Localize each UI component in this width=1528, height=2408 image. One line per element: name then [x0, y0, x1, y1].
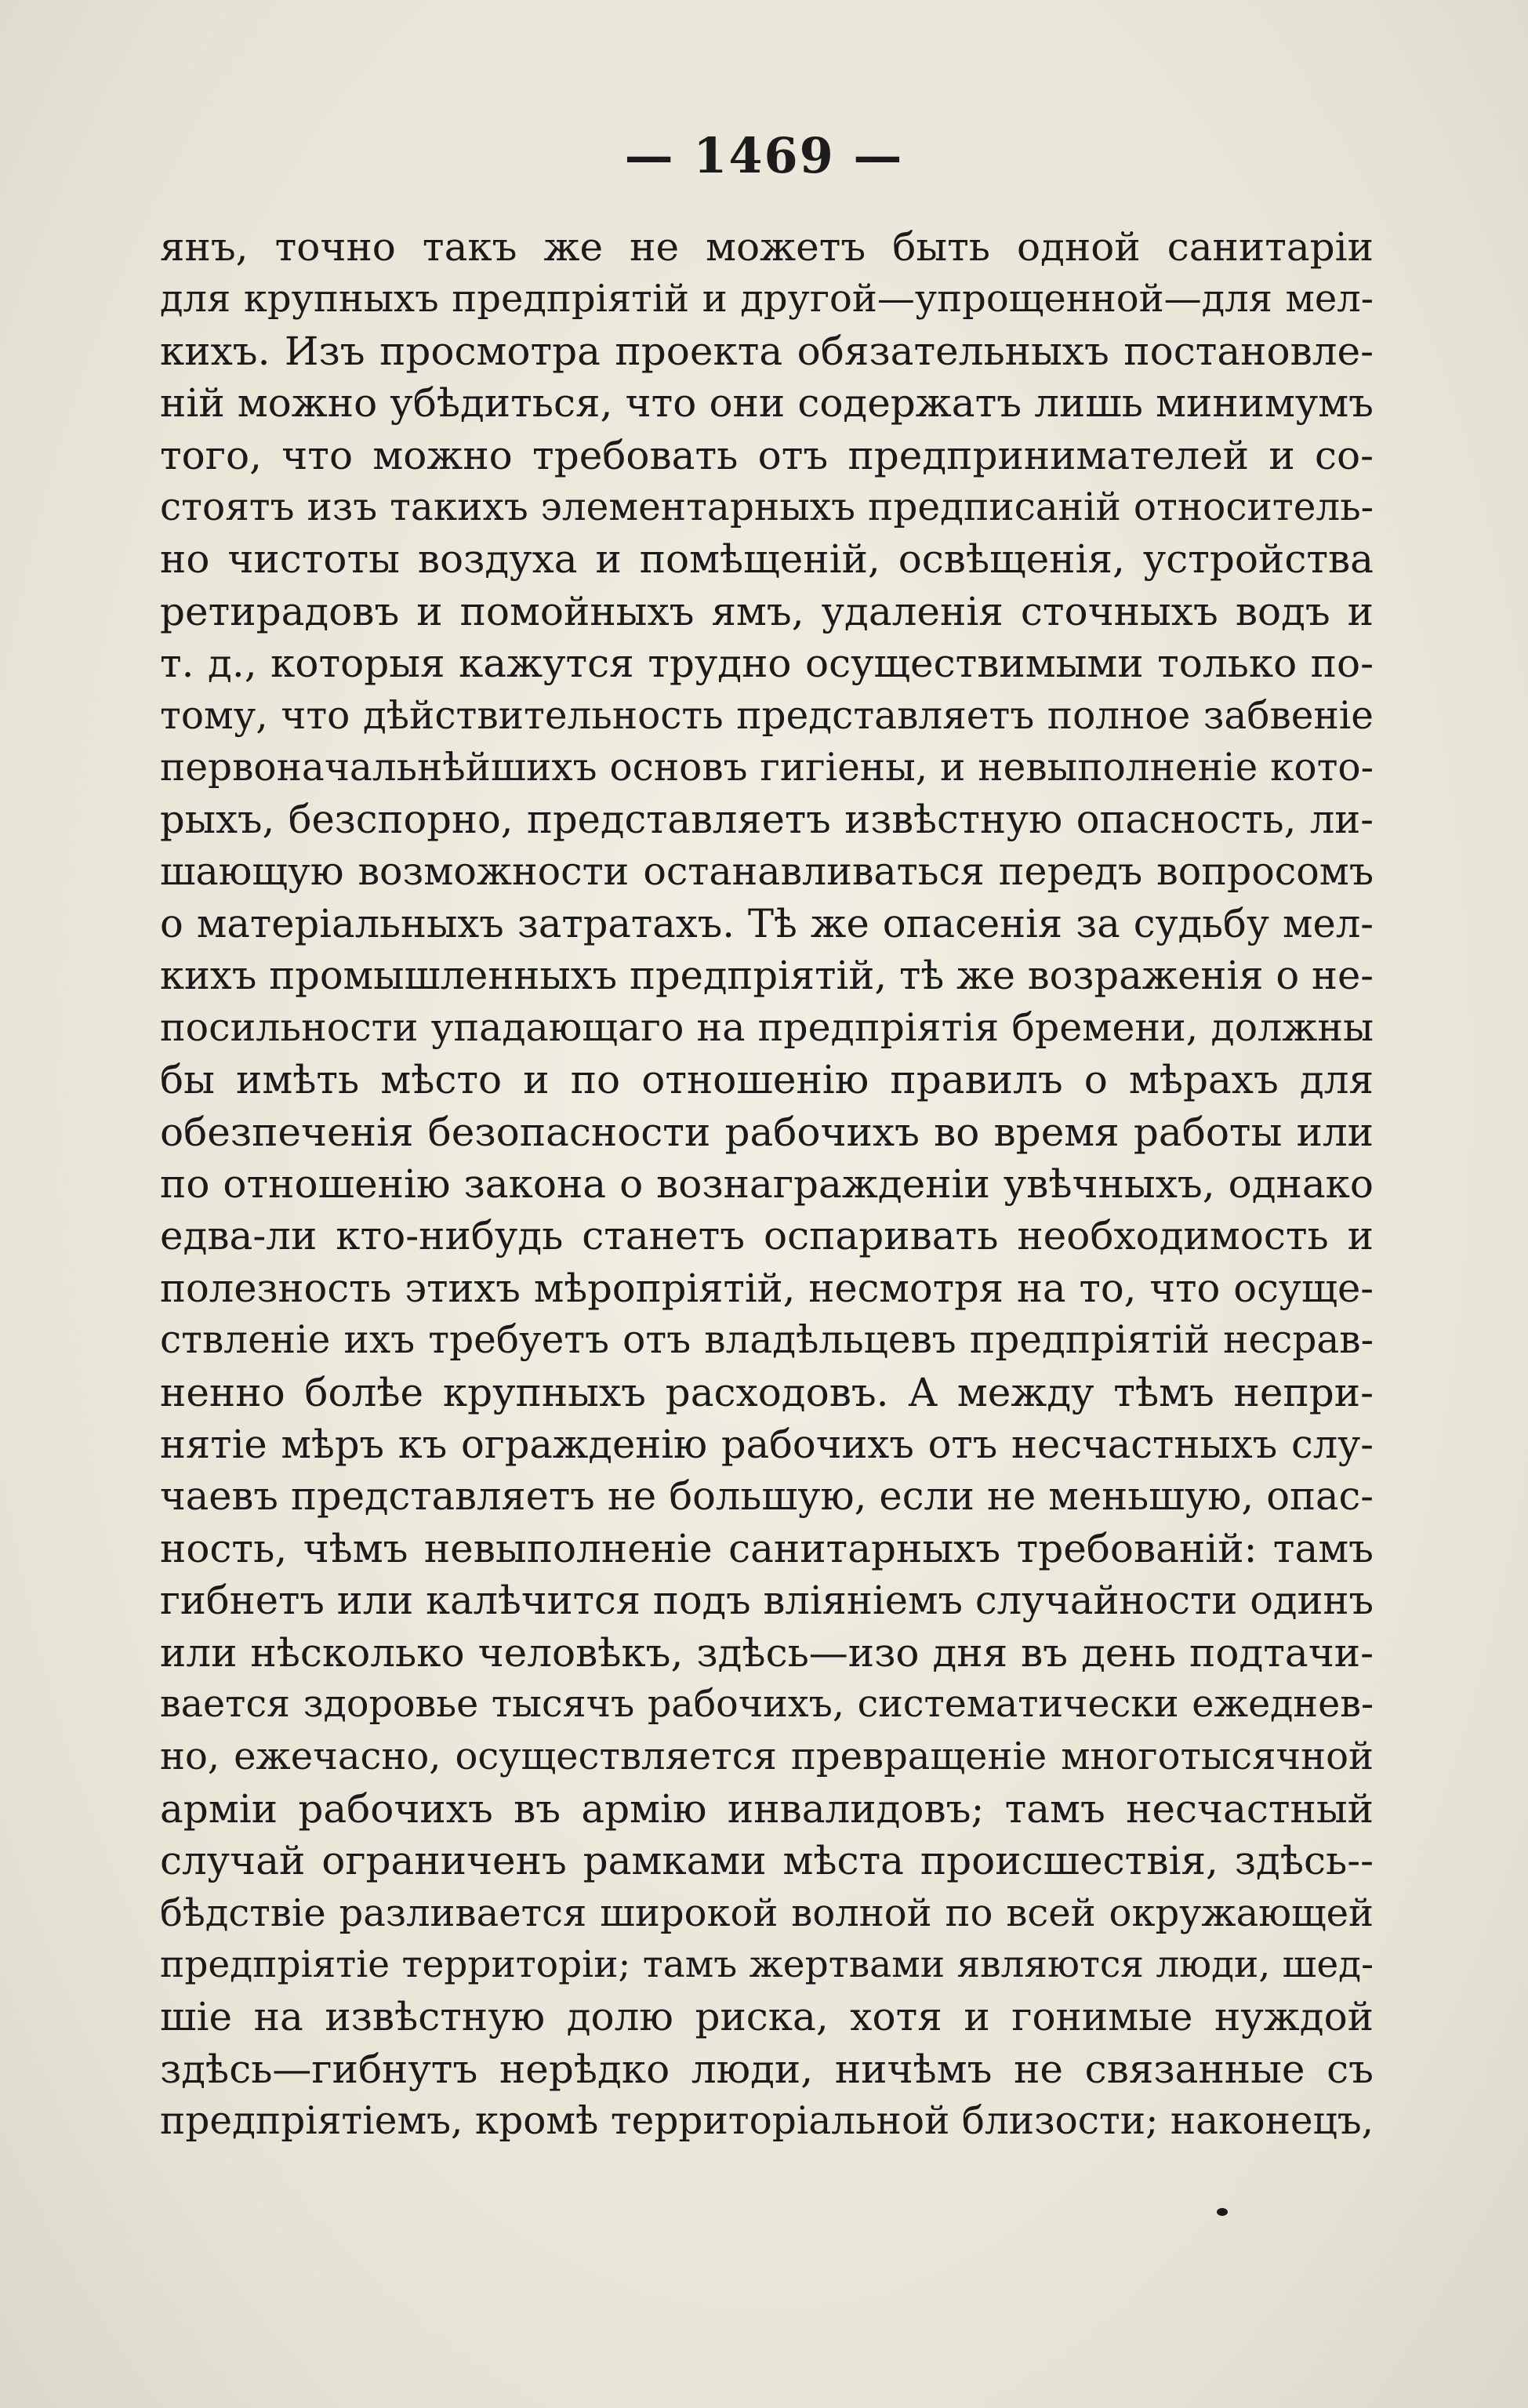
text-line: ность, чѣмъ невыполненіе санитарныхъ требованій: тамъ	[160, 1525, 1374, 1571]
text-line: обезпеченія безопасности рабочихъ во время работы или	[160, 1109, 1374, 1155]
body-text	[160, 221, 1374, 2147]
text-line: гибнетъ или калѣчится подъ вліяніемъ случайности одинъ	[160, 1578, 1374, 1624]
text-line: но чистоты воздуха и помѣщеній, освѣщенія, устройства	[160, 536, 1374, 583]
text-line: первоначальнѣйшихъ основъ гигіены, и невыполненіе кото-	[160, 745, 1374, 790]
text-line: вается здоровье тысячъ рабочихъ, систематически ежеднев-	[160, 1682, 1374, 1726]
text-line: полезность этихъ мѣропріятій, несмотря на то, что осуще-	[160, 1265, 1374, 1311]
text-line: тому, что дѣйствительность представляетъ полное забвеніе	[160, 693, 1374, 738]
text-line: того, что можно требовать отъ предпринимателей и со-	[160, 432, 1374, 478]
text-line: кихъ. Изъ просмотра проекта обязательныхъ постановле-	[160, 328, 1374, 374]
text-line: бы имѣть мѣсто и по отношенію правилъ о мѣрахъ для	[160, 1057, 1374, 1103]
text-line: шающую возможности останавливаться передъ вопросомъ	[160, 848, 1374, 894]
ink-speck	[1217, 2208, 1228, 2216]
text-line: здѣсь—гибнутъ нерѣдко люди, ничѣмъ не связанные съ	[160, 2046, 1374, 2092]
page-number: — 1469 —	[624, 127, 904, 184]
text-line: едва-ли кто-нибудь станетъ оспаривать необходимость и	[160, 1213, 1374, 1259]
text-line: о матеріальныхъ затратахъ. Тѣ же опасенія за судьбу мел-	[160, 901, 1374, 947]
text-line: ретирадовъ и помойныхъ ямъ, удаленія сточныхъ водъ и	[160, 588, 1374, 634]
text-line: рыхъ, безспорно, представляетъ извѣстную опасность, ли-	[160, 797, 1374, 843]
text-line: ствленіе ихъ требуетъ отъ владѣльцевъ предпріятій несрав-	[160, 1318, 1374, 1363]
text-line: т. д., которыя кажутся трудно осуществимыми только по-	[160, 641, 1374, 687]
text-line: по отношенію закона о вознагражденіи увѣчныхъ, однако	[160, 1161, 1374, 1208]
text-line: янъ, точно такъ же не можетъ быть одной санитаріи	[160, 224, 1374, 270]
text-line: но, ежечасно, осуществляется превращеніе многотысячной	[160, 1734, 1374, 1779]
text-line: ній можно убѣдиться, что они содержатъ лишь минимумъ	[160, 380, 1374, 427]
text-line: посильности упадающаго на предпріятія бремени, должны	[160, 1004, 1374, 1050]
text-line: шіе на извѣстную долю риска, хотя и гонимые нуждой	[160, 1994, 1374, 2040]
text-line: нятіе мѣръ къ огражденію рабочихъ отъ несчастныхъ слу-	[160, 1421, 1374, 1467]
text-line: бѣдствіе разливается широкой волной по всей окружающей	[160, 1890, 1374, 1935]
text-line: или нѣсколько человѣкъ, здѣсь—изо дня въ день подтачи-	[160, 1629, 1374, 1676]
text-line: ненно болѣе крупныхъ расходовъ. А между тѣмъ непри-	[160, 1369, 1374, 1415]
text-line: случай ограниченъ рамками мѣста происшествія, здѣсь--	[160, 1838, 1374, 1884]
text-line: предпріятіемъ, кромѣ территоріальной близости; наконецъ,	[160, 2099, 1374, 2144]
text-line: кихъ промышленныхъ предпріятій, тѣ же возраженія о не-	[160, 953, 1374, 999]
text-line: для крупныхъ предпріятій и другой—упрощенной—для мел-	[160, 277, 1374, 321]
text-line: предпріятіе территоріи; тамъ жертвами являются люди, шед-	[160, 1942, 1374, 1986]
text-line: стоятъ изъ такихъ элементарныхъ предписаній относитель-	[160, 485, 1374, 529]
text-line: чаевъ представляетъ не большую, если не меньшую, опас-	[160, 1473, 1374, 1520]
text-line: арміи рабочихъ въ армію инвалидовъ; тамъ несчастный	[160, 1785, 1374, 1832]
